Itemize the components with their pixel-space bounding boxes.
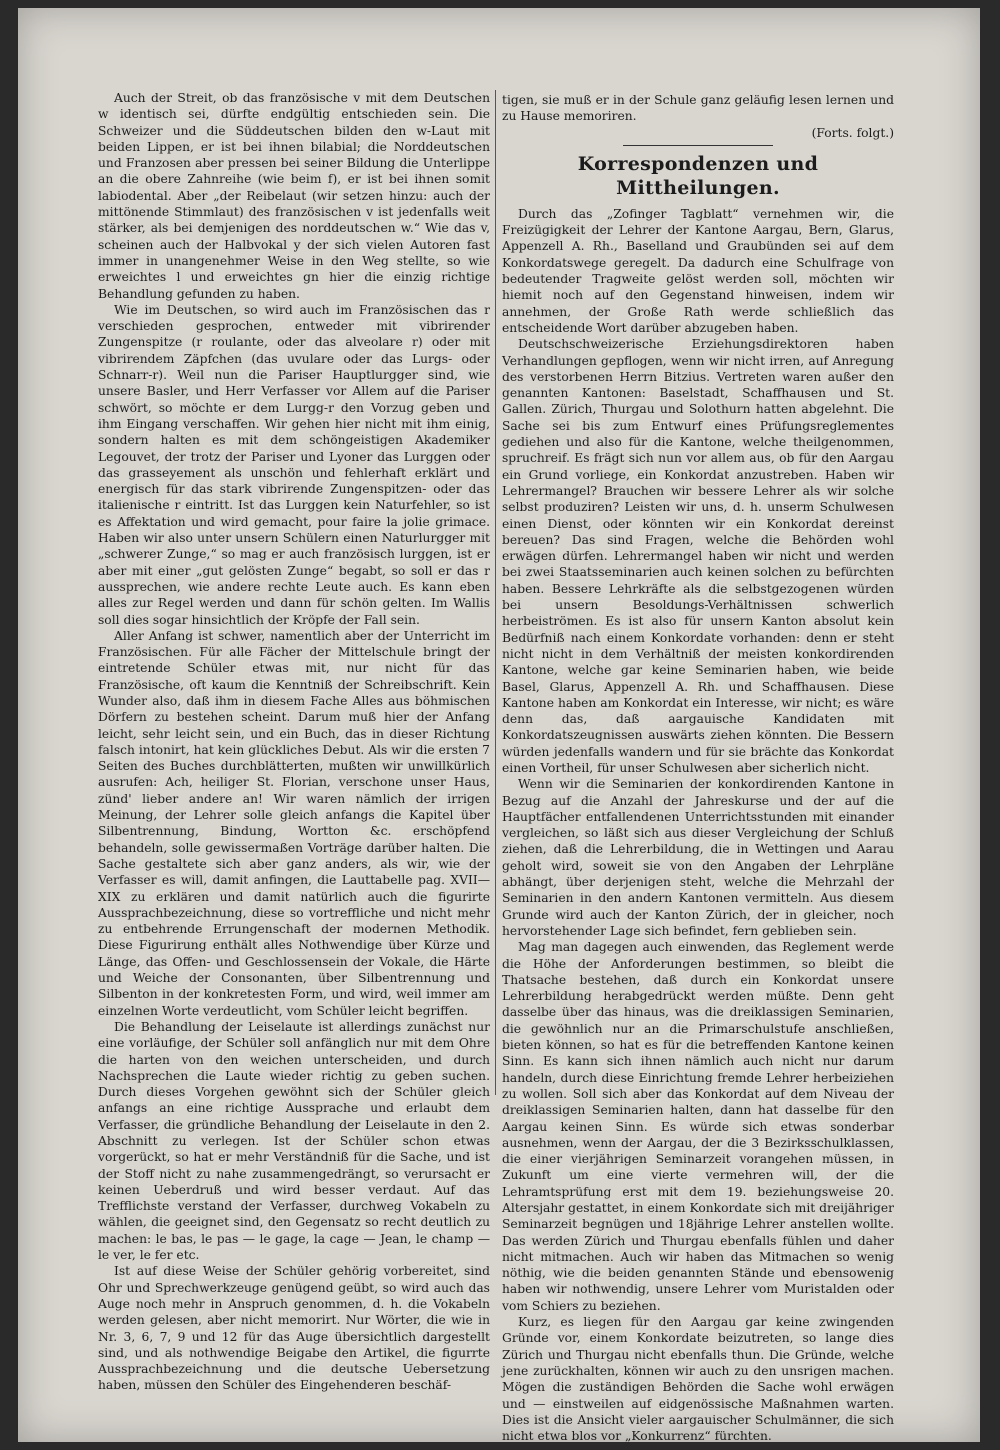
continuation-note: (Forts. folgt.) xyxy=(811,125,894,140)
paragraph-leiselaute: Die Behandlung der Leiselaute ist allerdings zunächst nur eine vorläufige, der Schüler soll anfänglich nur mit dem Ohre die harten von den weichen unterscheiden, und durch Nachsprechen die Laute wieder richtig zu geben suchen. Durch dieses Vorgehen gewöhnt sich der Schüler gleich anfangs an eine richtige Aussprache und erlaubt dem Verfasser, die gründliche Behandlung der Leiselaute in den 2. Abschnitt zu verlegen. Ist der Schüler schon etwas vorgerückt, so hat er mehr Verständniß für die Sache, und ist der Stoff nicht zu nahe zusammengedrängt, so verursacht er keinen Ueberdruß und wird besser verdaut. Auf das Trefflichste verstand der Verfasser, durchweg Vokabeln zu wählen, die geeignet sind, den Gegensatz so recht deutlich zu machen: le bas, le pas — le gage, la cage — Jean, le champ — le ver, le fer etc. xyxy=(98,1019,490,1263)
right-column xyxy=(502,92,894,1444)
paragraph-preparation: Ist auf diese Weise der Schüler gehörig vorbereitet, sind Ohr und Sprechwerkzeuge genügend geübt, so wird auch das Auge noch mehr in Anspruch genommen, d. h. die Vokabeln werden gelesen, aber nicht memorirt. Nur Wörter, die wie in Nr. 3, 6, 7, 9 und 12 für das Auge übersichtlich dargestellt sind, und als nothwendige Beigabe den Artikel, die figurrte Aussprachbezeichnung und die deutsche Uebersetzung haben, müssen den Schüler des Eingehenderen beschäf- xyxy=(98,1264,490,1393)
paragraph-freizuegigkeit: Durch das „Zofinger Tagblatt“ vernehmen wir, die Freizügigkeit der Lehrer der Kantone Aargau, Bern, Glarus, Appenzell A. Rh., Baselland und Graubünden sei auf dem Konkordatswege geregelt. Da dadurch eine Schulfrage von bedeutender Tragweite gelöst werden soll, möchten wir hiemit noch auf den Gegenstand hinweisen, indem wir annehmen, der Große Rath werde schließlich das entscheidende Wort darüber abzugeben haben. xyxy=(502,206,894,335)
continued-text: tigen, sie muß er in der Schule ganz geläufig lesen lernen und zu Hause memoriren. xyxy=(502,93,894,124)
newspaper-page xyxy=(18,8,980,1442)
paragraph-conclusion: Kurz, es liegen für den Aargau gar keine zwingenden Gründe vor, einem Konkordate beizutreten, so lange dies Zürich und Thurgau nicht ebenfalls thun. Die Gründe, welche jene zurückhalten, können wir auch zu den unsrigen machen. Mögen die zuständigen Behörden die Sache wohl erwägen und — einstweilen auf eidgenössische Maßnahmen warten. Dies ist die Ansicht vieler aargauischer Schulmänner, die sich nicht etwa blos vor „Konkurrenz“ fürchten. xyxy=(502,1315,894,1444)
paragraph-seminarien: Wenn wir die Seminarien der konkordirenden Kantone in Bezug auf die Anzahl der Jahreskurse und der auf die Hauptfächer entfallendenen Unterrichtsstunden mit einander vergleichen, so läßt sich aus dieser Vergleichung der Schluß ziehen, daß die Lehrerbildung, die in Wettingen und Aarau geholt wird, soweit sie von den Angaben der Lehrpläne abhängt, über derjenigen steht, welche die Mehrzahl der Seminarien in den andern Kantonen vermitteln. Aus diesem Grunde wird auch der Kanton Zürich, der in gleicher, noch hervorstehender Lage sich befindet, fern geblieben sein. xyxy=(502,777,894,938)
paragraph-r-sound: Wie im Deutschen, so wird auch im Französischen das r verschieden gesprochen, entweder mit vibrirender Zungenspitze (r roulante, oder das alveolare r) oder mit vibrirendem Zäpfchen (das uvulare oder das Lurgs- oder Schnarr-r). Weil nun die Pariser Hauptlurgger sind, wie unsere Basler, und Herr Verfasser vor Allem auf die Pariser schwört, so möchte er dem Lurgg-r den Vorzug geben und ihm Eingang verschaffen. Wir gehen hier nicht mit ihm einig, sondern halten es mit dem schöngeistigen Akademiker Legouvet, der trotz der Pariser und Lyoner das Lurggen oder das grasseyement als unschön und fehlerhaft erklärt und energisch für das stark vibrirende Zungenspitzen- oder das italienische r eintritt. Ist das Lurggen kein Naturfehler, so ist es Affektation und wird gemacht, pour faire la jolie grimace. Haben wir also unter unsern Schülern einen Naturlurgger mit „schwerer Zunge,“ so mag er auch französisch lurggen, ist er aber mit einer „gut gelösten Zunge“ begabt, so soll er das r aussprechen, wie andere rechte Leute auch. Es kann eben alles zur Regel werden und dann für schön gelten. Im Wallis soll dies sogar hinsichtlich der Kröpfe der Fall sein. xyxy=(98,302,490,627)
section-rule xyxy=(623,145,773,146)
paragraph-v-sound: Auch der Streit, ob das französische v mit dem Deutschen w identisch sei, dürfte endgültig entschieden sein. Die Schweizer und die Süddeutschen bilden den w-Laut mit beiden Lippen, er ist bei ihnen bilabial; die Norddeutschen und Franzosen aber pressen bei seiner Bildung die Unterlippe an die obere Zahnreihe (wie beim f), er ist bei ihnen somit labiodental. Aber „der Reibelaut (wir setzen hinzu: auch der mittönende Stimmlaut) des französischen v ist jedenfalls weit stärker, als bei demjenigen des norddeutschen w.“ Wie das v, scheinen auch der Halbvokal y der sich vielen Autoren fast immer in unangenehmer Weise in den Weg stellte, so wie erweichtes l und erweichtes gn hier die einzig richtige Behandlung gefunden zu haben. xyxy=(98,91,490,301)
paragraph-reglement: Mag man dagegen auch einwenden, das Reglement werde die Höhe der Anforderungen bestimmen, so bleibt die Thatsache bestehen, daß durch ein Konkordat unsere Lehrerbildung herabgedrückt werden müßte. Denn geht dasselbe über das hinaus, was die dreiklassigen Seminarien, die gewöhnlich nur an die Primarschulstufe anschließen, bieten können, so hat es für die betreffenden Kantone keinen Sinn. Es kann sich ihnen nämlich auch nicht nur darum handeln, durch diese Einrichtung fremde Lehrer herbeiziehen zu wollen. Soll sich aber das Konkordat auf dem Niveau der dreiklassigen Seminarien halten, dann hat dasselbe für den Aargau keinen Sinn. Es würde sich etwas sonderbar ausnehmen, wenn der Aargau, der die 3 Bezirksschulklassen, die einer vierjährigen Seminarzeit vorangehen müssen, in Zukunft um eine vierte vermehren will, der die Lehramtsprüfung erst mit dem 19. beziehungsweise 20. Altersjahr gestattet, in einem Konkordate sich mit dreijähriger Seminarzeit begnügen und 18jährige Lehrer anstellen wollte. Das werden Zürich und Thurgau ebenfalls fühlen und daher nicht mitmachen. Auch wir haben das Mitmachen so wenig nöthig, wie die beiden genannten Stände und ebensowenig haben wir nothwendig, unsere Lehrer vom Muristalden oder vom Schiers zu beziehen. xyxy=(502,940,894,1313)
paragraph-verhandlungen: Deutschschweizerische Erziehungsdirektoren haben Verhandlungen gepflogen, wenn wir nicht irren, auf Anregung des verstorbenen Herrn Bitzius. Vertreten waren außer den genannten Kantonen: Baselstadt, Schaffhausen und St. Gallen. Zürich, Thurgau und Solothurn hatten abgelehnt. Die Sache sei bis zum Entwurf eines Prüfungsreglementes gediehen und also für die Kantone, welche theilgenommen, spruchreif. Es frägt sich nun vor allem aus, ob für den Aargau ein Grund vorliege, ein Konkordat anzustreben. Haben wir Lehrermangel? Brauchen wir bessere Lehrer als wir solche selbst produziren? Leisten wir uns, d. h. unserm Schulwesen einen Dienst, oder könnten wir ein Konkordat dereinst bereuen? Das sind Fragen, welche die Behörden wohl erwägen dürfen. Lehrermangel haben wir nicht und werden bei zwei Staatsseminarien auch keinen solchen zu befürchten haben. Bessere Lehrkräfte als die selbstgezogenen würden bei unsern Besoldungs-Verhältnissen schwerlich herbeiströmen. Es ist also für unsern Kanton absolut kein Bedürfniß nach einem Konkordate vorhanden: denn er steht nicht nicht in dem Verhältniß der meisten konkordirenden Kantone, welche gar keine Seminarien haben, wie beide Basel, Glarus, Appenzell A. Rh. und Schaffhausen. Diese Kantone haben am Konkordat ein Interesse, wir nicht; es wäre denn das, daß aargauische Kandidaten mit Konkordatszeugnissen auswärts ziehen könnten. Die Bessern würden jedenfalls wandern und für sie brächte das Konkordat einen Vortheil, für unser Schulwesen aber sicherlich nicht. xyxy=(502,337,894,775)
left-column xyxy=(98,90,490,1394)
column-divider xyxy=(495,90,496,1095)
section-heading: Korrespondenzen und Mittheilungen. xyxy=(577,152,819,199)
paragraph-beginning: Aller Anfang ist schwer, namentlich aber der Unterricht im Französischen. Für alle Fächer der Mittelschule bringt der eintretende Schüler etwas mit, nur nicht für das Französische, oft kaum die Kenntniß der Schreibschrift. Kein Wunder also, daß ihm in diesem Fache Alles aus böhmischen Dörfern zu bestehen scheint. Darum muß hier der Anfang leicht, sehr leicht sein, und ein Buch, das in dieser Richtung falsch intonirt, hat kein glückliches Debut. Als wir die ersten 7 Seiten des Buches durchblätterten, mußten wir unwillkürlich ausrufen: Ach, heiliger St. Florian, verschone unser Haus, zünd' lieber andere an! Wir waren nämlich der irrigen Meinung, der Lehrer solle gleich anfangs die Kapitel über Silbentrennung, Bindung, Wortton &c. erschöpfend behandeln, solle gewissermaßen Vorträge darüber halten. Die Sache gestaltete sich aber ganz anders, als wir, wie der Verfasser es will, damit anfingen, die Lauttabelle pag. XVII—XIX zu erklären und damit natürlich auch die figurirte Aussprachbezeichnung, diese so vortreffliche und nicht mehr zu entbehrende Errungenschaft der modernen Methodik. Diese Figurirung enthält alles Nothwendige über Kürze und Länge, das Offen- und Geschlossensein der Vokale, die Härte und Weiche der Consonanten, über Silbentrennung und Silbenton in der konkretesten Form, und wird, weil immer am einzelnen Worte verdeutlicht, vom Schüler leicht begriffen. xyxy=(98,628,490,1018)
